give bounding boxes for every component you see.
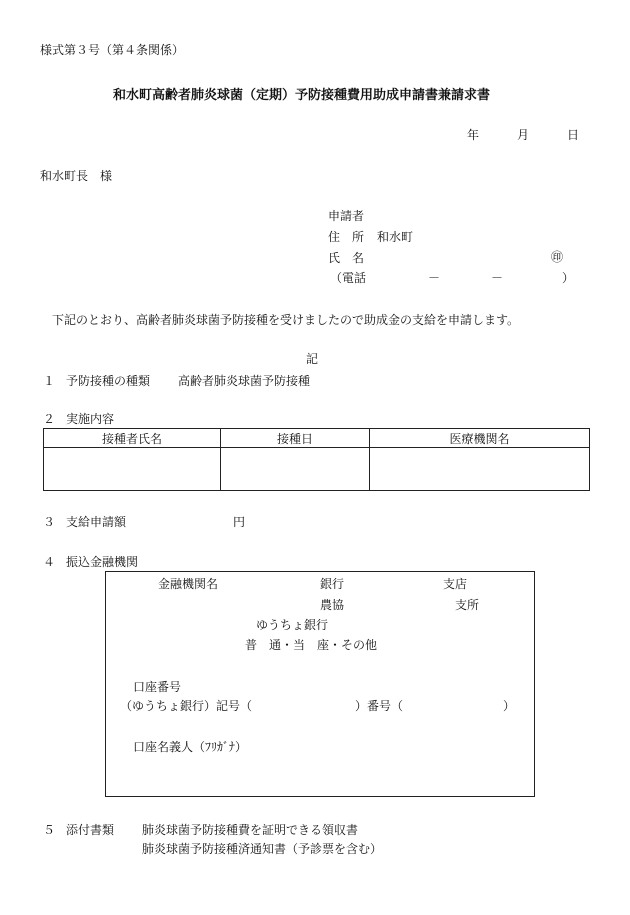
document-title: 和水町高齢者肺炎球菌（定期）予防接種費用助成申請書兼請求書	[113, 88, 491, 103]
addressee: 和水町長 様	[40, 169, 113, 183]
name-label: 氏 名	[328, 251, 365, 265]
applicant-label: 申請者	[328, 209, 365, 223]
account-types: 普 通・当 座・その他	[245, 638, 378, 652]
implementation-table	[43, 428, 590, 491]
bank-label: 銀行	[320, 577, 345, 591]
yucho-symbol-label: （ゆうちょ銀行）記号（	[120, 699, 253, 713]
table-row	[44, 448, 590, 491]
nokyo-label: 農協	[320, 598, 345, 612]
number-close: ）	[503, 699, 516, 713]
section1-number: １	[43, 374, 56, 388]
recipient-name-cell[interactable]	[44, 448, 221, 491]
header-vaccination-date: 接種日	[221, 429, 370, 448]
date-day-label: 日	[567, 128, 580, 142]
intro-text: 下記のとおり、高齢者肺炎球菌予防接種を受けましたので助成金の支給を申請します。	[52, 313, 520, 327]
phone-dash-1: －	[428, 271, 441, 285]
header-recipient-name: 接種者氏名	[44, 429, 221, 448]
section3-number: ３	[43, 515, 56, 529]
ki-marker: 記	[306, 352, 319, 366]
phone-open: （電話	[330, 271, 367, 285]
yen-unit: 円	[233, 515, 246, 529]
section3-label: 支給申請額	[66, 515, 127, 529]
holder-label: 口座名義人（ﾌﾘｶﾞﾅ）	[133, 740, 248, 754]
section4-label: 振込金融機関	[66, 555, 139, 569]
branch-store-label: 支店	[443, 577, 468, 591]
attachment-item-1: 肺炎球菌予防接種費を証明できる領収書	[142, 823, 359, 837]
section5-label: 添付書類	[66, 823, 115, 837]
vaccination-date-cell[interactable]	[221, 448, 370, 491]
section2-label: 実施内容	[66, 412, 115, 426]
number-label: ）番号（	[355, 699, 404, 713]
attachment-item-2: 肺炎球菌予防接種済通知書（予診票を含む）	[142, 842, 383, 856]
phone-close: ）	[562, 271, 575, 285]
branch-office-label: 支所	[455, 598, 480, 612]
section2-number: ２	[43, 412, 56, 426]
section1-value: 高齢者肺炎球菌予防接種	[178, 374, 311, 388]
section4-number: ４	[43, 555, 56, 569]
medical-institution-cell[interactable]	[370, 448, 590, 491]
table-header-row	[44, 429, 590, 448]
form-number: 様式第３号（第４条関係）	[40, 43, 185, 57]
address-label: 住 所	[328, 230, 365, 244]
date-month-label: 月	[517, 128, 530, 142]
date-year-label: 年	[467, 128, 480, 142]
yucho-label: ゆうちょ銀行	[256, 618, 329, 632]
institution-label: 金融機関名	[158, 577, 219, 591]
section5-number: ５	[43, 823, 56, 837]
seal-mark: ㊞	[551, 250, 564, 264]
account-number-label: 口座番号	[133, 680, 182, 694]
address-value: 和水町	[377, 230, 414, 244]
header-medical-institution: 医療機関名	[370, 429, 590, 448]
section1-label: 予防接種の種類	[66, 374, 151, 388]
phone-dash-2: －	[491, 271, 504, 285]
